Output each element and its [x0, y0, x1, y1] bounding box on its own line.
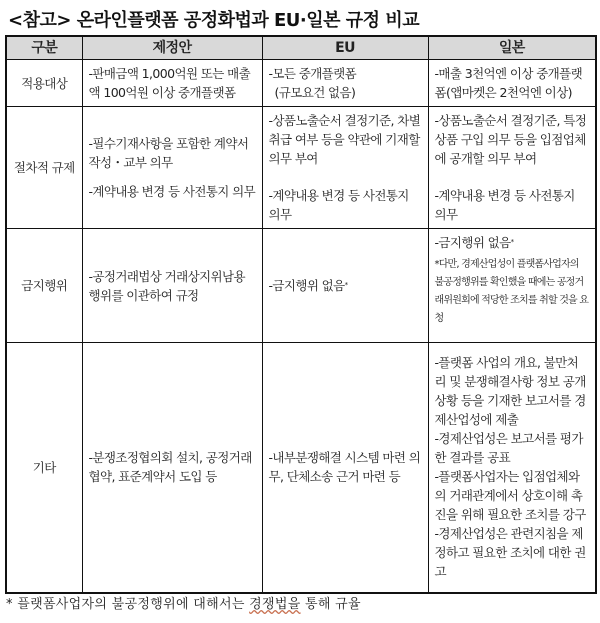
- header-category: 구분: [6, 36, 82, 60]
- table-row: [6, 229, 596, 343]
- header-japan: 일본: [428, 36, 596, 60]
- japan-cell: [428, 343, 596, 593]
- comparison-table: [5, 35, 597, 594]
- list-item: -계약내용 변경 등 사전통지 의무: [434, 188, 575, 222]
- row-label: 금지행위: [6, 229, 82, 343]
- list-item: -내부분쟁해결 시스템 마련 의무, 단체소송 근거 마련 등: [268, 450, 421, 485]
- japan-cell: [428, 60, 596, 107]
- list-item: -필수기재사항을 포함한 계약서 작성・교부 의무: [88, 136, 249, 170]
- list-item: -분쟁조정협의회 설치, 공정거래협약, 표준계약서 도입 등: [88, 450, 252, 485]
- japan-cell: [428, 107, 596, 229]
- list-item: -공정거래법상 거래상지위남용 행위를 이관하여 규정: [88, 268, 245, 303]
- document-title: <참고> 온라인플랫폼 공정화법과 EU·일본 규정 비교: [8, 10, 420, 31]
- eu-cell: [262, 229, 428, 343]
- footnote: [6, 593, 361, 612]
- list-item: -모든 중개플랫폼: [268, 66, 357, 81]
- list-item: (규모요건 없음): [274, 85, 356, 100]
- footnote-suffix: 통해 규율: [300, 597, 361, 612]
- table-row: [6, 343, 596, 593]
- list-item: -상품노출순서 결정기준, 차별취급 여부 등을 약관에 기재할 의무 부여: [268, 113, 421, 166]
- list-item: -매출 3천억엔 이상 중개플랫폼(앱마켓은 2천억엔 이상): [434, 66, 583, 100]
- proposal-cell: [82, 107, 262, 229]
- list-item: -계약내용 변경 등 사전통지 의무: [268, 188, 409, 222]
- proposal-cell: [82, 343, 262, 593]
- proposal-cell: [82, 229, 262, 343]
- list-item: -계약내용 변경 등 사전통지 의무: [88, 184, 256, 199]
- footnote-highlight: 경쟁법을: [249, 597, 301, 612]
- row-label: 절차적 규제: [6, 107, 82, 229]
- footnote-mark: *: [344, 281, 348, 289]
- japan-cell: [428, 229, 596, 343]
- row-label: 기타: [6, 343, 82, 593]
- eu-cell: [262, 343, 428, 593]
- list-item: -경제산업성은 보고서를 평가한 결과를 공표: [434, 431, 583, 466]
- table-header-row: [6, 36, 596, 60]
- japan-note: *다만, 경제산업성이 플랫폼사업자의 불공정행위를 확인했을 때에는 공정거래위원회에 적당한 조치를 취할 것을 요청: [434, 259, 589, 324]
- eu-cell: [262, 107, 428, 229]
- list-item: -금지행위 없음*: [434, 235, 514, 250]
- list-item: -경제산업성은 관련지침을 제정하고 필요한 조치에 대한 권고: [434, 526, 586, 580]
- proposal-cell: [82, 60, 262, 107]
- list-item: -플랫폼사업자는 입점업체와의 거래관계에서 상호이해 촉진을 위해 필요한 조치를 강구: [434, 469, 586, 523]
- footnote-mark: *: [510, 238, 514, 246]
- footnote-prefix: * 플랫폼사업자의 불공정행위에 대해서는: [6, 597, 250, 612]
- header-proposal: 제정안: [82, 36, 262, 60]
- list-item: -금지행위 없음*: [268, 278, 348, 293]
- list-item: -플랫폼 사업의 개요, 불만처리 및 분쟁해결사항 정보 공개상황 등을 기재한 보고서를 경제산업성에 제출: [434, 355, 586, 428]
- table-row: [6, 60, 596, 107]
- eu-cell: [262, 60, 428, 107]
- table-row: [6, 107, 596, 229]
- list-item: -판매금액 1,000억원 또는 매출액 100억원 이상 중개플랫폼: [88, 66, 251, 100]
- row-label: 적용대상: [6, 60, 82, 107]
- header-eu: EU: [262, 36, 428, 60]
- list-item: -상품노출순서 결정기준, 특정 상품 구입 의무 등을 입점업체에 공개할 의무 부여: [434, 113, 587, 166]
